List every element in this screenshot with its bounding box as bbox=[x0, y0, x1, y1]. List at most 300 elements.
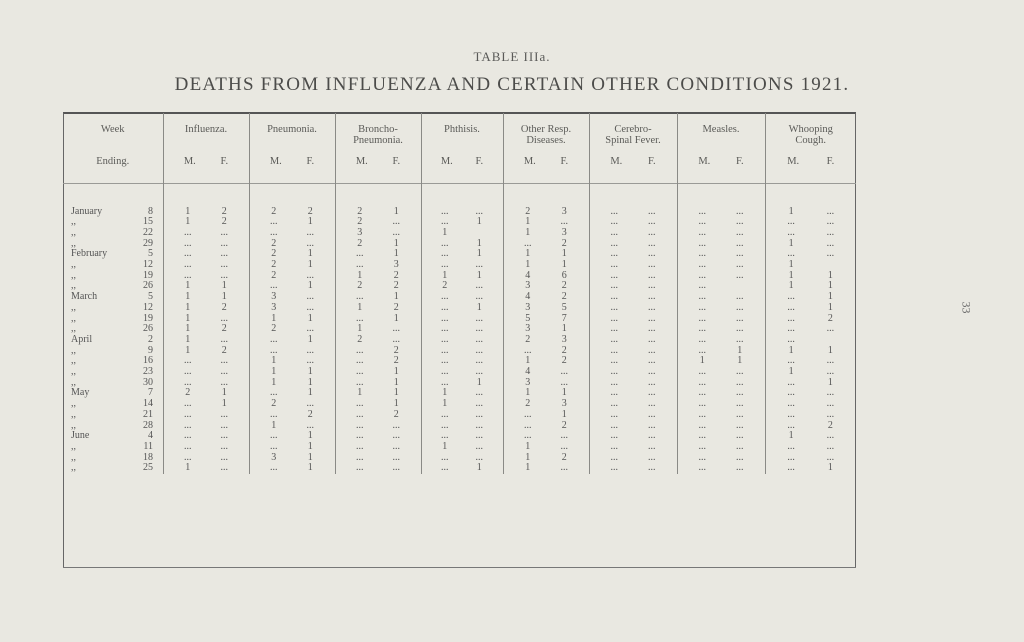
group-subtitle: Diseases. bbox=[526, 135, 566, 146]
female-value: ... bbox=[648, 462, 656, 474]
male-value: ... bbox=[270, 440, 278, 452]
male-value: ... bbox=[787, 323, 795, 335]
group-cell bbox=[335, 239, 421, 250]
group-cell bbox=[589, 431, 677, 442]
group-cell bbox=[163, 356, 249, 367]
group-cell bbox=[677, 421, 765, 432]
group-cell bbox=[421, 249, 503, 260]
group-title: Phthisis. bbox=[444, 124, 480, 135]
male-value: ... bbox=[441, 366, 449, 378]
group-cell bbox=[249, 239, 335, 250]
male-value: ... bbox=[184, 408, 192, 420]
group-cell bbox=[765, 260, 856, 271]
group-cell bbox=[249, 378, 335, 389]
female-value: ... bbox=[475, 291, 483, 303]
female-value: ... bbox=[392, 451, 400, 463]
female-value: ... bbox=[475, 312, 483, 324]
group-cell bbox=[335, 388, 421, 399]
male-label: M. bbox=[269, 156, 282, 167]
male-value: ... bbox=[698, 226, 706, 238]
female-value: 2 bbox=[221, 301, 227, 313]
group-cell bbox=[163, 463, 249, 474]
male-value: ... bbox=[610, 248, 618, 260]
female-value: 1 bbox=[393, 312, 399, 324]
female-label: F. bbox=[306, 156, 315, 167]
male-value: 3 bbox=[525, 323, 531, 335]
group-cell bbox=[589, 378, 677, 389]
male-value: 2 bbox=[357, 280, 363, 292]
group-cell bbox=[503, 378, 589, 389]
female-value: ... bbox=[560, 430, 568, 442]
male-value: 1 bbox=[788, 259, 794, 271]
group-cell bbox=[589, 442, 677, 453]
male-value: ... bbox=[698, 344, 706, 356]
group-cell bbox=[421, 453, 503, 464]
male-value: ... bbox=[610, 291, 618, 303]
male-label: M. bbox=[440, 156, 453, 167]
week-month: ,, bbox=[71, 398, 76, 410]
male-value: 1 bbox=[442, 269, 448, 281]
female-value: ... bbox=[648, 216, 656, 228]
group-cell bbox=[163, 378, 249, 389]
group-subtitle: Pneumonia. bbox=[353, 135, 403, 146]
male-value: 1 bbox=[788, 280, 794, 292]
female-value: 2 bbox=[307, 205, 313, 217]
group-cell bbox=[589, 271, 677, 282]
group-cell bbox=[765, 463, 856, 474]
male-value: 5 bbox=[525, 312, 531, 324]
group-cell bbox=[335, 228, 421, 239]
female-value: 1 bbox=[827, 301, 833, 313]
group-cell bbox=[421, 388, 503, 399]
female-value: ... bbox=[826, 451, 835, 463]
group-cell bbox=[163, 207, 249, 218]
female-label: F. bbox=[560, 156, 569, 167]
female-value bbox=[465, 228, 493, 239]
female-value: ... bbox=[475, 333, 483, 345]
male-value: 1 bbox=[788, 269, 794, 281]
group-cell bbox=[163, 335, 249, 346]
male-value: 3 bbox=[525, 301, 531, 313]
group-cell bbox=[589, 346, 677, 357]
group-cell bbox=[589, 421, 677, 432]
header-separator bbox=[63, 183, 856, 207]
female-value: ... bbox=[648, 408, 656, 420]
male-value: ... bbox=[698, 398, 706, 410]
table-row bbox=[63, 463, 856, 474]
group-cell bbox=[677, 388, 765, 399]
page-heading: DEATHS FROM INFLUENZA AND CERTAIN OTHER CONDITIONS 1921. bbox=[174, 74, 850, 95]
male-value: ... bbox=[610, 312, 618, 324]
female-value: 2 bbox=[221, 344, 227, 356]
group-cell bbox=[589, 453, 677, 464]
female-value: ... bbox=[736, 323, 744, 335]
group-cell bbox=[765, 346, 856, 357]
group-cell bbox=[503, 292, 589, 303]
group-cell bbox=[163, 324, 249, 335]
group-cell bbox=[421, 367, 503, 378]
female-value: ... bbox=[475, 451, 483, 463]
group-cell bbox=[765, 324, 856, 335]
female-value: 1 bbox=[561, 387, 567, 399]
group-cell bbox=[421, 292, 503, 303]
group-cell bbox=[765, 431, 856, 442]
week-month: February bbox=[71, 248, 108, 260]
male-value: ... bbox=[270, 462, 278, 474]
group-cell bbox=[589, 217, 677, 228]
female-value: 1 bbox=[476, 248, 482, 260]
male-value: ... bbox=[610, 323, 618, 335]
male-label: M. bbox=[610, 156, 623, 167]
female-value: ... bbox=[736, 301, 744, 313]
female-value: ... bbox=[736, 387, 744, 399]
female-label: F. bbox=[648, 156, 656, 167]
group-cell bbox=[589, 260, 677, 271]
male-value: 2 bbox=[525, 205, 531, 217]
group-cell bbox=[421, 303, 503, 314]
group-cell bbox=[421, 421, 503, 432]
male-value: 1 bbox=[185, 301, 191, 313]
group-cell bbox=[503, 314, 589, 325]
male-value: 1 bbox=[271, 419, 277, 431]
female-value: ... bbox=[736, 430, 744, 442]
female-value: ... bbox=[648, 269, 656, 281]
week-month: April bbox=[71, 333, 93, 345]
group-cell bbox=[589, 207, 677, 218]
group-cell bbox=[765, 217, 856, 228]
group-cell bbox=[503, 346, 589, 357]
group-cell bbox=[163, 228, 249, 239]
female-value: ... bbox=[648, 451, 656, 463]
male-label: M. bbox=[698, 156, 711, 167]
female-value: 1 bbox=[827, 376, 833, 388]
group-cell bbox=[163, 271, 249, 282]
female-value: 1 bbox=[476, 216, 482, 228]
male-value: ... bbox=[698, 216, 706, 228]
male-value: ... bbox=[270, 430, 278, 442]
group-cell bbox=[335, 399, 421, 410]
female-value: ... bbox=[648, 301, 656, 313]
group-cell bbox=[765, 271, 856, 282]
male-value: 1 bbox=[271, 355, 277, 367]
female-value: ... bbox=[736, 226, 744, 238]
group-cell bbox=[163, 292, 249, 303]
female-value: 1 bbox=[307, 387, 313, 399]
male-value: ... bbox=[356, 451, 364, 463]
female-value: 1 bbox=[827, 344, 833, 356]
group-cell bbox=[677, 431, 765, 442]
group-cell bbox=[249, 314, 335, 325]
group-cell bbox=[421, 431, 503, 442]
male-value: ... bbox=[441, 355, 449, 367]
week-month: ,, bbox=[71, 312, 76, 324]
week-header-line1: Week bbox=[100, 124, 125, 135]
female-value: 7 bbox=[561, 312, 567, 324]
female-value: 1 bbox=[307, 451, 313, 463]
male-value: 1 bbox=[442, 387, 448, 399]
group-header-phthisis bbox=[421, 113, 503, 183]
female-value: ... bbox=[306, 301, 314, 313]
female-value: ... bbox=[736, 259, 744, 271]
female-label: F. bbox=[736, 156, 744, 167]
week-month: ,, bbox=[71, 440, 76, 452]
female-value: 1 bbox=[393, 291, 399, 303]
week-day: 4 bbox=[148, 430, 153, 442]
female-value: ... bbox=[648, 226, 656, 238]
male-value: ... bbox=[610, 366, 618, 378]
group-cell bbox=[249, 271, 335, 282]
female-value: ... bbox=[220, 430, 228, 442]
male-value: ... bbox=[698, 301, 706, 313]
male-value: ... bbox=[698, 259, 706, 271]
week-month: June bbox=[71, 430, 90, 442]
female-value: 1 bbox=[561, 323, 567, 335]
female-value: ... bbox=[648, 355, 656, 367]
male-value: ... bbox=[270, 226, 278, 238]
male-value: 2 bbox=[271, 398, 277, 410]
week-day: 26 bbox=[143, 323, 153, 335]
female-value: 3 bbox=[561, 226, 567, 238]
female-value: ... bbox=[306, 269, 314, 281]
male-value: 1 bbox=[525, 387, 531, 399]
male-value: ... bbox=[184, 419, 192, 431]
female-value: 1 bbox=[393, 376, 399, 388]
group-cell bbox=[335, 421, 421, 432]
group-cell bbox=[249, 335, 335, 346]
male-value: ... bbox=[698, 451, 706, 463]
male-value: ... bbox=[698, 462, 706, 474]
week-month: ,, bbox=[71, 366, 76, 378]
group-cell bbox=[335, 463, 421, 474]
male-value: ... bbox=[356, 248, 364, 260]
male-value: ... bbox=[441, 312, 449, 324]
group-cell bbox=[589, 292, 677, 303]
week-month: ,, bbox=[71, 280, 76, 292]
female-value: ... bbox=[736, 269, 744, 281]
male-value: ... bbox=[787, 301, 795, 313]
group-title: Cerebro- bbox=[614, 124, 652, 135]
male-value: ... bbox=[787, 216, 795, 228]
male-value: ... bbox=[787, 376, 795, 388]
male-value: 1 bbox=[357, 301, 363, 313]
group-cell bbox=[163, 303, 249, 314]
female-value: ... bbox=[648, 430, 656, 442]
week-month: March bbox=[71, 291, 98, 303]
female-value: 1 bbox=[561, 248, 567, 260]
female-value: 1 bbox=[393, 248, 399, 260]
female-value: ... bbox=[220, 419, 228, 431]
female-value: ... bbox=[826, 216, 835, 228]
week-day: 21 bbox=[143, 408, 153, 420]
female-value: ... bbox=[736, 312, 744, 324]
male-value: ... bbox=[787, 355, 795, 367]
male-value: 1 bbox=[525, 248, 531, 260]
female-value: 1 bbox=[307, 216, 313, 228]
group-cell bbox=[163, 281, 249, 292]
female-value: ... bbox=[826, 248, 835, 260]
week-month: May bbox=[71, 387, 90, 399]
group-cell bbox=[249, 228, 335, 239]
male-value: 1 bbox=[357, 269, 363, 281]
female-value: 2 bbox=[393, 280, 399, 292]
group-cell bbox=[421, 410, 503, 421]
group-cell bbox=[677, 453, 765, 464]
female-value: 1 bbox=[307, 376, 313, 388]
male-value: ... bbox=[270, 216, 278, 228]
male-value: ... bbox=[184, 259, 192, 271]
group-cell bbox=[249, 463, 335, 474]
male-value: 1 bbox=[185, 344, 191, 356]
male-value: ... bbox=[698, 312, 706, 324]
female-value: ... bbox=[306, 398, 314, 410]
female-value: ... bbox=[648, 237, 656, 249]
male-value: 1 bbox=[525, 440, 531, 452]
male-value: ... bbox=[787, 462, 795, 474]
female-value: 1 bbox=[221, 387, 227, 399]
week-day: 18 bbox=[143, 451, 153, 463]
group-cell bbox=[677, 260, 765, 271]
week-day: 16 bbox=[143, 355, 153, 367]
group-cell bbox=[163, 453, 249, 464]
female-value: 2 bbox=[393, 269, 399, 281]
female-value: ... bbox=[220, 462, 228, 474]
female-value: ... bbox=[648, 291, 656, 303]
male-value: ... bbox=[698, 376, 706, 388]
group-cell bbox=[677, 356, 765, 367]
table-row bbox=[63, 271, 856, 282]
female-value: 2 bbox=[221, 205, 227, 217]
group-cell bbox=[503, 228, 589, 239]
male-value: 1 bbox=[271, 376, 277, 388]
male-value: ... bbox=[610, 280, 618, 292]
male-value: 2 bbox=[271, 259, 277, 271]
group-cell bbox=[421, 335, 503, 346]
female-value: 1 bbox=[393, 398, 399, 410]
male-value: ... bbox=[698, 408, 706, 420]
group-cell bbox=[589, 388, 677, 399]
female-value: ... bbox=[826, 323, 835, 335]
group-header-influenza bbox=[163, 113, 249, 183]
male-value: ... bbox=[787, 248, 795, 260]
group-cell bbox=[677, 217, 765, 228]
male-value: 1 bbox=[788, 344, 794, 356]
male-value: ... bbox=[441, 237, 449, 249]
female-value: ... bbox=[826, 226, 835, 238]
male-value: ... bbox=[441, 205, 449, 217]
group-cell bbox=[421, 314, 503, 325]
group-header-whooping-cough bbox=[765, 113, 856, 183]
group-cell bbox=[335, 207, 421, 218]
week-month: ,, bbox=[71, 216, 76, 228]
male-value: ... bbox=[184, 398, 192, 410]
female-value: ... bbox=[392, 323, 400, 335]
male-value: ... bbox=[441, 291, 449, 303]
male-value: ... bbox=[441, 259, 449, 271]
week-day: 8 bbox=[148, 205, 153, 217]
week-month: ,, bbox=[71, 451, 76, 463]
group-cell bbox=[765, 335, 856, 346]
group-cell bbox=[335, 356, 421, 367]
female-value: ... bbox=[392, 226, 400, 238]
male-value: 1 bbox=[699, 355, 705, 367]
group-cell bbox=[249, 356, 335, 367]
male-value: ... bbox=[787, 291, 795, 303]
male-value: 1 bbox=[525, 259, 531, 271]
group-cell bbox=[589, 335, 677, 346]
table-body bbox=[63, 183, 856, 474]
group-cell bbox=[421, 239, 503, 250]
female-value: ... bbox=[220, 237, 228, 249]
group-cell bbox=[589, 367, 677, 378]
male-value: ... bbox=[787, 398, 795, 410]
group-cell bbox=[503, 453, 589, 464]
table-row bbox=[63, 303, 856, 314]
female-value: ... bbox=[826, 366, 835, 378]
group-cell bbox=[163, 399, 249, 410]
group-cell bbox=[249, 367, 335, 378]
female-value: ... bbox=[736, 291, 744, 303]
group-cell bbox=[163, 314, 249, 325]
group-cell bbox=[503, 249, 589, 260]
group-cell bbox=[163, 388, 249, 399]
female-value: 2 bbox=[393, 344, 399, 356]
week-month: ,, bbox=[71, 269, 76, 281]
male-value: ... bbox=[787, 451, 795, 463]
female-value: ... bbox=[736, 408, 744, 420]
male-value: ... bbox=[356, 376, 364, 388]
female-value: ... bbox=[736, 205, 744, 217]
female-value: ... bbox=[736, 333, 744, 345]
female-value: ... bbox=[306, 419, 314, 431]
female-value: 2 bbox=[561, 291, 567, 303]
male-value: ... bbox=[441, 451, 449, 463]
group-cell bbox=[335, 303, 421, 314]
female-value: 3 bbox=[561, 333, 567, 345]
male-value: ... bbox=[698, 280, 706, 292]
group-cell bbox=[677, 228, 765, 239]
female-value: ... bbox=[392, 216, 400, 228]
week-day: 9 bbox=[148, 344, 153, 356]
male-value: 4 bbox=[525, 366, 531, 378]
group-cell bbox=[249, 303, 335, 314]
female-value: ... bbox=[220, 226, 228, 238]
male-value: ... bbox=[184, 376, 192, 388]
group-cell bbox=[765, 292, 856, 303]
male-value: ... bbox=[356, 398, 364, 410]
male-value: ... bbox=[698, 387, 706, 399]
group-cell bbox=[163, 260, 249, 271]
week-day: 15 bbox=[143, 216, 153, 228]
group-cell bbox=[249, 431, 335, 442]
female-value: ... bbox=[475, 355, 483, 367]
group-cell bbox=[335, 367, 421, 378]
female-value: 3 bbox=[561, 205, 567, 217]
female-value: 1 bbox=[307, 312, 313, 324]
female-value: 1 bbox=[737, 355, 743, 367]
group-cell bbox=[421, 399, 503, 410]
female-value: 1 bbox=[476, 376, 482, 388]
female-value: ... bbox=[648, 280, 656, 292]
group-cell bbox=[503, 421, 589, 432]
week-day: 7 bbox=[148, 387, 153, 399]
female-value: ... bbox=[648, 366, 656, 378]
group-cell bbox=[765, 228, 856, 239]
female-value: ... bbox=[475, 323, 483, 335]
male-value: 1 bbox=[185, 205, 191, 217]
female-value: 1 bbox=[561, 259, 567, 271]
group-title: Whooping bbox=[788, 124, 833, 135]
male-value: ... bbox=[184, 440, 192, 452]
